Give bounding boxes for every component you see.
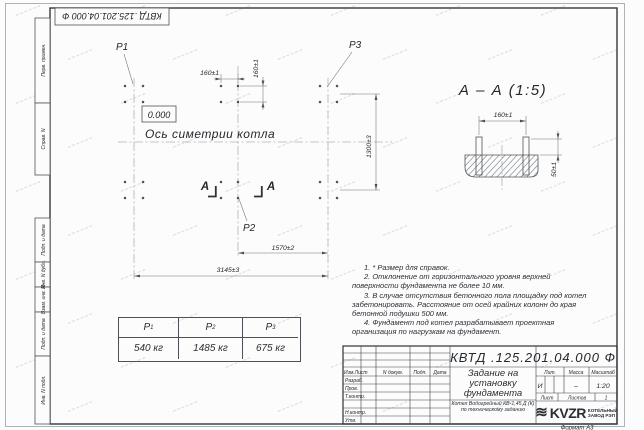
note-line: 2. Отклонение от горизонтального уровня верхней поверхности фундамента не более 10 мм.	[352, 272, 551, 291]
tb-scale-label: Масштаб	[591, 370, 615, 376]
load-table-value-p3: 675 кг	[255, 343, 286, 354]
tb-col-izm-list: Изм.Лист	[344, 370, 368, 376]
tb-mass-value: –	[574, 383, 578, 390]
load-point-p2-label: P2	[243, 223, 256, 234]
dim-total-length: 3145±3	[216, 267, 240, 274]
dim-bolt-spacing-v: 160±1	[253, 59, 260, 78]
load-table-value-p2: 1485 кг	[179, 338, 243, 359]
dim-bolt-spacing-h: 160±1	[200, 70, 219, 77]
margin-label-vzam-inv: Взам. инв. N	[41, 284, 47, 315]
title-block-doc-number: КВТД .125.201.04.000 Ф	[450, 350, 616, 365]
tb-product-name: Котел Водогрейный КВ-1,45 Д (К) по техническому заданию	[451, 401, 535, 413]
dim-bolt-protrusion: 50±1	[551, 161, 558, 177]
anchor-bolt-left	[476, 137, 482, 175]
kvzr-logo-text: KVZR	[549, 405, 586, 421]
tb-row-utv: Утв.	[345, 418, 357, 424]
load-table-header-p2: P 2	[179, 318, 243, 338]
section-mark-right: А	[266, 181, 276, 193]
tb-scale-value: 1:20	[596, 383, 610, 390]
tb-row-razrab: Разраб.	[345, 378, 364, 384]
load-table-header-p3: P 3	[243, 318, 298, 338]
left-margin-cells	[35, 18, 50, 424]
margin-label-podp-data-2: Подп. и дата	[41, 318, 47, 350]
tb-mass-label: Масса	[568, 370, 584, 376]
dim-half-length: 1570±2	[271, 245, 295, 252]
margin-label-podp-data-1: Подп. и дата	[41, 224, 47, 256]
tb-listov-label: Листов	[567, 395, 587, 402]
top-stamp	[55, 8, 169, 25]
top-stamp-doc-number: КВТД .125.201.04.000 Ф	[62, 11, 162, 21]
section-mark-left: А	[200, 181, 210, 193]
tb-row-tkontr: Т.контр.	[345, 394, 366, 400]
dim-section-bolt-spacing: 160±1	[493, 112, 513, 119]
level-mark: 0.000	[147, 110, 171, 120]
load-point-p1-label: P1	[116, 42, 129, 53]
tb-col-data: Дата	[433, 370, 447, 376]
tb-listov-value: 1	[604, 395, 608, 402]
tb-row-prov: Пров.	[345, 386, 359, 392]
notes-block	[352, 263, 598, 337]
load-table-value-p1: 540 кг	[119, 338, 179, 359]
boiler-axis-label: Ось симетрии котла	[145, 127, 276, 141]
plan-view	[116, 40, 392, 280]
load-table-header-p1: P 1	[119, 318, 179, 338]
section-title: А – А (1:5)	[458, 82, 548, 99]
tb-list-label: Лист	[540, 395, 554, 402]
tb-lit-label: Лит.	[544, 370, 556, 376]
tb-col-podp: Подп.	[413, 370, 427, 376]
note-line: 3. В случае отсутствия бетонного пола площадку под котел забетонировать. Расстояние от осей крайних колонн до края бетонной подушки 500 мм.	[352, 290, 587, 319]
concrete-hatching	[446, 152, 562, 180]
tb-row-nkontr: Н.контр.	[345, 410, 367, 416]
tb-col-n-dokum: N докум.	[382, 370, 404, 376]
margin-label-inv-podl: Инв. N подл.	[41, 375, 47, 405]
tb-lit-value: И	[537, 383, 543, 390]
kvzr-logo-icon: ≋	[535, 404, 548, 421]
margin-label-sprav-n: Справ. N	[41, 128, 47, 150]
tb-document-title: Задание на установку фундамента	[463, 368, 523, 399]
load-table	[118, 317, 301, 362]
dim-foundation-height: 1300±3	[366, 135, 373, 158]
tb-company-logo	[537, 403, 616, 423]
margin-label-inv-dubl: Инв. N дубл.	[41, 260, 47, 289]
note-line: 4. Фундамент под котел разрабатывает проектная организация по нагрузкам на фундамент.	[352, 318, 555, 337]
load-point-p3-label: P3	[349, 40, 362, 51]
note-line: 1. * Размер для справок.	[364, 263, 450, 272]
tb-format-label: Формат А3	[560, 425, 594, 430]
margin-label-perv-primen: Перв. примен.	[41, 43, 47, 77]
company-name: КОТЕЛЬНЫЙ ЗАВОД РЭП	[587, 407, 618, 418]
section-view	[446, 82, 562, 190]
